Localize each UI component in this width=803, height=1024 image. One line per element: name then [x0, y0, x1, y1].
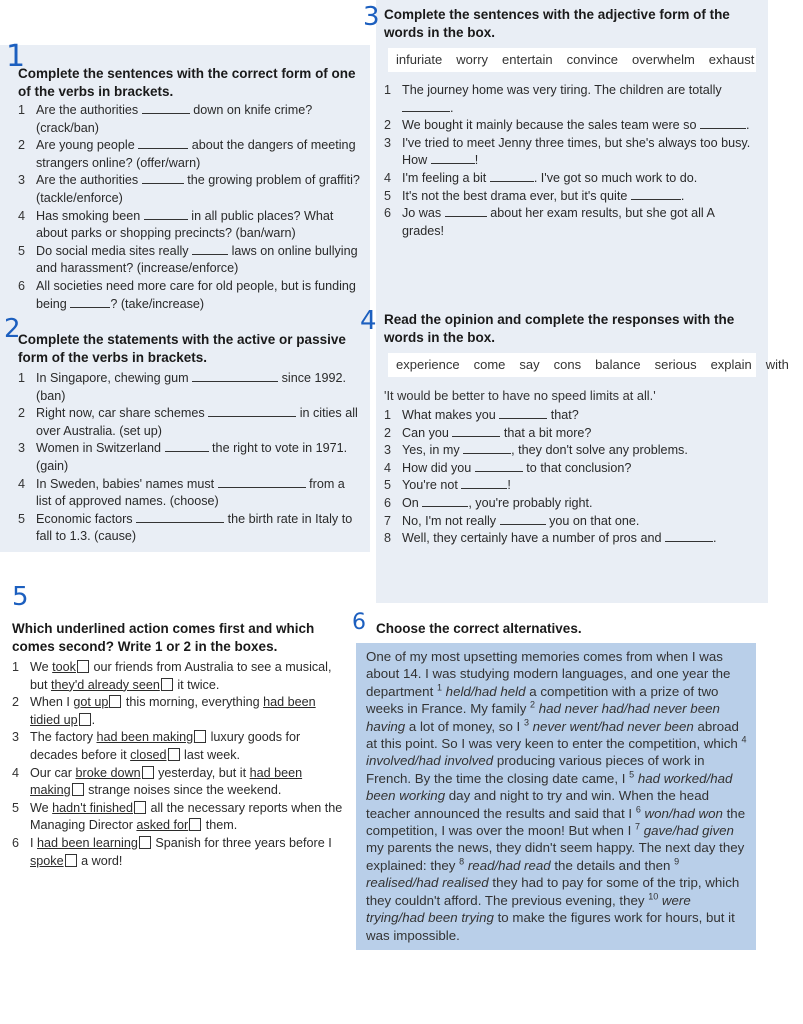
list-item: [18, 137, 360, 172]
story-text: a lot of money, so I: [405, 718, 524, 734]
exercise-6-story: [356, 643, 756, 950]
item-text: Has smoking been: [36, 208, 144, 223]
exercise-3-panel: [376, 0, 768, 305]
exercise-1-panel: [0, 39, 370, 328]
item-text: On: [402, 495, 423, 510]
item-number: 2: [12, 695, 20, 710]
answer-box[interactable]: [161, 678, 173, 691]
list-item: [18, 370, 360, 405]
story-text: abroad at this point. So I was very keen to enter the competition, which: [366, 718, 742, 752]
list-item: [384, 530, 756, 548]
item-number: 2: [384, 118, 392, 133]
gap-number: 3: [523, 717, 529, 728]
alternatives-option[interactable]: had worked/had been working: [366, 770, 733, 804]
exercise-2-panel: [0, 328, 370, 552]
item-text: We: [30, 660, 53, 674]
underlined-action: closed: [130, 747, 167, 762]
list-item: [384, 188, 756, 206]
item-number: 2: [18, 406, 26, 421]
item-number: 4: [18, 208, 26, 223]
item-text: We: [30, 800, 53, 815]
word-box-item: cons: [553, 357, 582, 372]
item-text: In Singapore, chewing gum: [36, 371, 193, 385]
list-item: [18, 476, 360, 511]
list-item: [384, 135, 756, 170]
answer-blank[interactable]: [452, 425, 500, 437]
item-number: 1: [18, 103, 26, 117]
alternatives-option[interactable]: won/had won: [640, 805, 723, 821]
item-text: strange noises since the weekend.: [84, 783, 282, 798]
item-text: Right now, car share schemes: [36, 406, 209, 421]
alternatives-option[interactable]: held/had held: [441, 683, 526, 699]
story-text: day and night to try and win. When the head teacher announced the results and said that I: [366, 788, 709, 821]
item-text: laws on online bullying and harassment? (increase/enforce): [36, 243, 358, 276]
alternatives-option[interactable]: involved/had involved: [366, 753, 494, 769]
gap-number: 9: [674, 856, 680, 867]
exercise-1-list: [18, 102, 360, 313]
underlined-action: asked for: [136, 818, 189, 833]
item-text: We bought it mainly because the sales team were so: [402, 118, 700, 133]
gap-number: 1: [436, 682, 442, 693]
exercise-4-title: Read the opinion and complete the responses with the words in the box.: [384, 312, 735, 345]
handwritten-number-6: 6: [352, 610, 366, 635]
answer-blank[interactable]: [422, 495, 468, 507]
underlined-action: had been making: [96, 730, 194, 745]
alternatives-option[interactable]: gave/had given: [640, 823, 734, 839]
item-number: 5: [18, 511, 26, 526]
item-text: that a bit more?: [500, 425, 592, 440]
word-box-item: overwhelm: [631, 52, 695, 67]
item-text: You're not: [402, 478, 462, 493]
list-item: [12, 835, 344, 870]
list-item: [384, 513, 756, 531]
answer-blank[interactable]: [70, 296, 110, 308]
item-text: I'm feeling a bit: [402, 170, 490, 185]
exercise-1-title: Complete the sentences with the correct form of one of the verbs in brackets.: [18, 66, 356, 99]
exercise-4-list: [378, 407, 756, 548]
list-item: [384, 477, 756, 495]
item-text: ? (take/increase): [110, 296, 205, 311]
item-text: the birth rate in Italy to fall to 1.3. (cause): [36, 511, 353, 544]
item-text: , you're probably right.: [468, 495, 593, 510]
item-text: Jo was: [402, 206, 445, 221]
story-text: producing various pieces of work in French. By the time the closing date came, I: [366, 753, 705, 786]
answer-box[interactable]: [194, 730, 206, 743]
alternatives-option[interactable]: were trying/had been trying: [366, 892, 691, 926]
exercise-3-word-box: [388, 48, 756, 72]
item-number: 6: [12, 835, 20, 850]
exercise-4-panel: [376, 305, 789, 603]
handwritten-number-3: 3: [363, 2, 380, 32]
item-text: in all public places? What about parks or shopping precincts? (ban/warn): [36, 208, 334, 241]
story-text: to make the figures work for hours, but it was impossible.: [366, 910, 735, 943]
item-number: 4: [384, 460, 392, 475]
item-text: .: [450, 100, 454, 115]
exercise-2-list: [18, 370, 360, 546]
item-text: you on that one.: [545, 513, 640, 528]
item-number: 3: [384, 135, 392, 150]
list-item: [384, 170, 756, 188]
item-text: Do social media sites really: [36, 243, 193, 258]
list-item: [18, 243, 360, 278]
item-text: All societies need more care for old people, but is funding being: [36, 278, 356, 311]
item-text: When I: [30, 695, 74, 710]
list-item: [12, 694, 344, 729]
exercise-2-title: Complete the statements with the active or passive form of the verbs in brackets.: [18, 332, 346, 365]
item-number: 6: [384, 206, 392, 221]
item-text: . I've got so much work to do.: [533, 170, 698, 185]
item-number: 3: [384, 443, 392, 458]
answer-box[interactable]: [139, 836, 151, 849]
list-item: [384, 460, 756, 478]
list-item: [384, 495, 756, 513]
answer-blank[interactable]: [700, 117, 746, 129]
story-text: they had to pay for some of the trip, which they couldn't afford. The previous evening, they: [366, 875, 740, 908]
answer-blank[interactable]: [138, 137, 188, 149]
list-item: [18, 278, 360, 313]
word-box-item: serious: [654, 357, 697, 372]
answer-box[interactable]: [65, 854, 77, 867]
answer-blank[interactable]: [192, 370, 278, 382]
item-text: In Sweden, babies' names must: [36, 476, 218, 491]
item-text: down on knife crime? (crack/ban): [36, 103, 313, 135]
item-text: the growing problem of graffiti? (tackle/enforce): [36, 173, 360, 205]
item-text: Are the authorities: [36, 173, 142, 188]
item-text: Economic factors: [36, 511, 137, 526]
answer-blank[interactable]: [463, 442, 511, 454]
item-text: Can you: [402, 425, 453, 440]
list-item: [18, 511, 360, 546]
story-text: my parents the news, they didn't seem happy. The next day they explained: they: [366, 840, 745, 873]
answer-box[interactable]: [189, 818, 201, 831]
item-text: What makes you: [402, 408, 500, 422]
item-text: last week.: [180, 747, 241, 762]
word-box-item: entertain: [502, 52, 553, 67]
item-text: Women in Switzerland: [36, 441, 165, 456]
alternatives-option[interactable]: read/had read: [464, 857, 551, 873]
item-text: It's not the best drama ever, but it's quite: [402, 188, 631, 203]
underlined-action: hadn't finished: [52, 800, 133, 815]
story-text: One of my most upsetting memories comes from when I was about 14. I was studying modern languages, and one year the department: [366, 649, 731, 699]
item-text: .: [91, 712, 96, 727]
item-text: I've tried to meet Jenny three times, but she's always too busy. How: [402, 135, 751, 168]
exercise-5-panel: [0, 606, 354, 936]
item-number: 2: [384, 425, 392, 440]
answer-blank[interactable]: [192, 243, 228, 255]
item-text: that?: [547, 408, 579, 422]
handwritten-number-1: 1: [6, 39, 26, 74]
item-text: Are the authorities: [36, 103, 142, 117]
answer-box[interactable]: [134, 801, 146, 814]
underlined-action: got up: [73, 695, 109, 710]
word-box-item: exhaust: [708, 52, 755, 67]
story-text: the details and then: [550, 857, 675, 873]
alternatives-option[interactable]: had never had/had never been having: [366, 701, 720, 734]
item-text: the right to vote in 1971. (gain): [36, 441, 348, 473]
item-number: 3: [12, 730, 20, 745]
answer-blank[interactable]: [631, 188, 681, 200]
word-box-item: convince: [566, 52, 618, 67]
list-item: [18, 208, 360, 243]
word-box-item: worry: [456, 52, 489, 67]
item-text: a word!: [77, 853, 123, 868]
answer-blank[interactable]: [475, 460, 523, 472]
item-text: Well, they certainly have a number of pros and: [402, 531, 665, 546]
item-number: 1: [384, 83, 392, 97]
word-box-item: infuriate: [396, 52, 443, 67]
underlined-action: they'd already seen: [51, 677, 160, 692]
item-number: 3: [18, 441, 26, 456]
item-text: The factory: [30, 730, 97, 745]
item-number: 5: [12, 800, 20, 815]
gap-number: 10: [648, 891, 659, 902]
word-box-item: explain: [710, 357, 752, 372]
answer-blank[interactable]: [142, 102, 190, 114]
item-text: them.: [202, 818, 238, 833]
item-text: .: [745, 118, 750, 133]
item-text: our friends from Australia to see a musical, but: [30, 660, 332, 692]
gap-number: 7: [635, 821, 641, 832]
list-item: [18, 405, 360, 440]
underlined-action: broke down: [75, 765, 141, 780]
list-item: [12, 800, 344, 835]
gap-number: 8: [459, 856, 465, 867]
answer-blank[interactable]: [461, 477, 507, 489]
alternatives-option[interactable]: never went/had never been: [528, 718, 694, 734]
item-text: yesterday, but it: [154, 765, 250, 780]
answer-blank[interactable]: [665, 530, 713, 542]
list-item: [384, 442, 756, 460]
item-text: it twice.: [173, 677, 220, 692]
list-item: [384, 407, 756, 425]
answer-blank[interactable]: [165, 440, 209, 452]
item-text: .: [680, 188, 685, 203]
item-text: !: [474, 153, 479, 168]
item-number: 1: [12, 660, 20, 674]
underlined-action: took: [52, 660, 76, 674]
exercise-5-list: [12, 659, 344, 870]
exercise-4-word-box: [388, 353, 789, 377]
story-text: the competition, I was over the moon! But when I: [366, 805, 746, 839]
item-number: 2: [18, 138, 26, 153]
answer-blank[interactable]: [500, 513, 546, 525]
item-number: 1: [384, 408, 392, 422]
word-box-item: experience: [396, 357, 460, 372]
item-number: 6: [18, 278, 26, 293]
handwritten-number-4: 4: [360, 306, 377, 336]
handwritten-number-5: 5: [12, 582, 29, 612]
list-item: [384, 82, 756, 117]
word-box-item: come: [473, 357, 506, 372]
answer-box[interactable]: [72, 783, 84, 796]
list-item: [18, 102, 360, 137]
item-text: .: [712, 531, 717, 546]
answer-blank[interactable]: [490, 170, 534, 182]
answer-blank[interactable]: [142, 172, 184, 184]
answer-box[interactable]: [109, 695, 121, 708]
item-number: 8: [384, 531, 392, 546]
item-text: this morning, everything: [122, 695, 264, 710]
story-text: a competition with a prize of two weeks in France. My family: [366, 683, 719, 717]
exercise-3-title: Complete the sentences with the adjective form of the words in the box.: [384, 7, 730, 40]
word-box-item: with: [765, 357, 789, 372]
answer-blank[interactable]: [402, 100, 450, 112]
item-number: 1: [18, 371, 26, 385]
item-text: Spanish for three years before I: [151, 835, 332, 850]
underlined-action: had been tidied up: [30, 695, 316, 727]
answer-box[interactable]: [168, 748, 180, 761]
item-text: from a list of approved names. (choose): [36, 476, 345, 509]
item-number: 5: [384, 478, 392, 493]
exercise-3-list: [384, 82, 756, 240]
underlined-action: had been learning: [37, 835, 138, 850]
item-text: I: [30, 835, 37, 850]
item-text: , they don't solve any problems.: [511, 443, 688, 458]
item-number: 7: [384, 513, 392, 528]
item-text: The journey home was very tiring. The children are totally: [402, 83, 722, 97]
item-text: How did you: [402, 460, 475, 475]
underlined-action: had been making: [30, 765, 303, 798]
answer-blank[interactable]: [445, 205, 487, 217]
item-text: since 1992. (ban): [36, 371, 347, 403]
item-text: No, I'm not really: [402, 513, 500, 528]
gap-number: 4: [741, 734, 747, 745]
handwritten-number-2: 2: [4, 314, 21, 344]
answer-blank[interactable]: [208, 405, 296, 417]
answer-blank[interactable]: [431, 152, 475, 164]
list-item: [18, 440, 360, 475]
item-text: Yes, in my: [402, 443, 464, 458]
exercise-6-title: Choose the correct alternatives.: [376, 621, 582, 636]
item-number: 4: [18, 476, 26, 491]
alternatives-option[interactable]: realised/had realised: [366, 875, 489, 891]
word-box-item: balance: [595, 357, 641, 372]
list-item: [384, 425, 756, 443]
item-text: about the dangers of meeting strangers online? (offer/warn): [36, 138, 356, 170]
gap-number: 2: [530, 699, 536, 710]
list-item: [12, 729, 344, 764]
list-item: [384, 117, 756, 135]
underlined-action: spoke: [30, 853, 64, 868]
item-number: 4: [384, 170, 392, 185]
item-text: luxury goods for decades before it: [30, 730, 301, 762]
item-text: Are young people: [36, 138, 139, 153]
exercise-6-panel: [356, 606, 768, 978]
answer-blank[interactable]: [218, 476, 306, 488]
item-number: 5: [384, 188, 392, 203]
item-number: 4: [12, 765, 20, 780]
list-item: [18, 172, 360, 207]
gap-number: 6: [635, 804, 641, 815]
item-text: about her exam results, but she got all A grades!: [402, 206, 715, 238]
item-number: 6: [384, 495, 392, 510]
item-text: all the necessary reports when the Managing Director: [30, 800, 343, 833]
opinion-quote: 'It would be better to have no speed limits at all.': [384, 388, 656, 403]
answer-blank[interactable]: [499, 407, 547, 419]
word-box-item: say: [519, 357, 540, 372]
answer-blank[interactable]: [136, 511, 224, 523]
answer-box[interactable]: [79, 713, 91, 726]
item-text: !: [507, 478, 511, 493]
item-text: Our car: [30, 765, 76, 780]
item-text: to that conclusion?: [522, 460, 632, 475]
answer-blank[interactable]: [144, 208, 188, 220]
list-item: [12, 659, 344, 694]
item-number: 5: [18, 243, 26, 258]
answer-box[interactable]: [142, 766, 154, 779]
gap-number: 5: [629, 769, 635, 780]
item-text: in cities all over Australia. (set up): [36, 406, 358, 438]
item-number: 3: [18, 173, 26, 188]
exercise-5-title: Which underlined action comes first and which comes second? Write 1 or 2 in the boxes.: [12, 621, 315, 654]
list-item: [12, 765, 344, 800]
list-item: [384, 205, 756, 240]
answer-box[interactable]: [77, 660, 89, 673]
